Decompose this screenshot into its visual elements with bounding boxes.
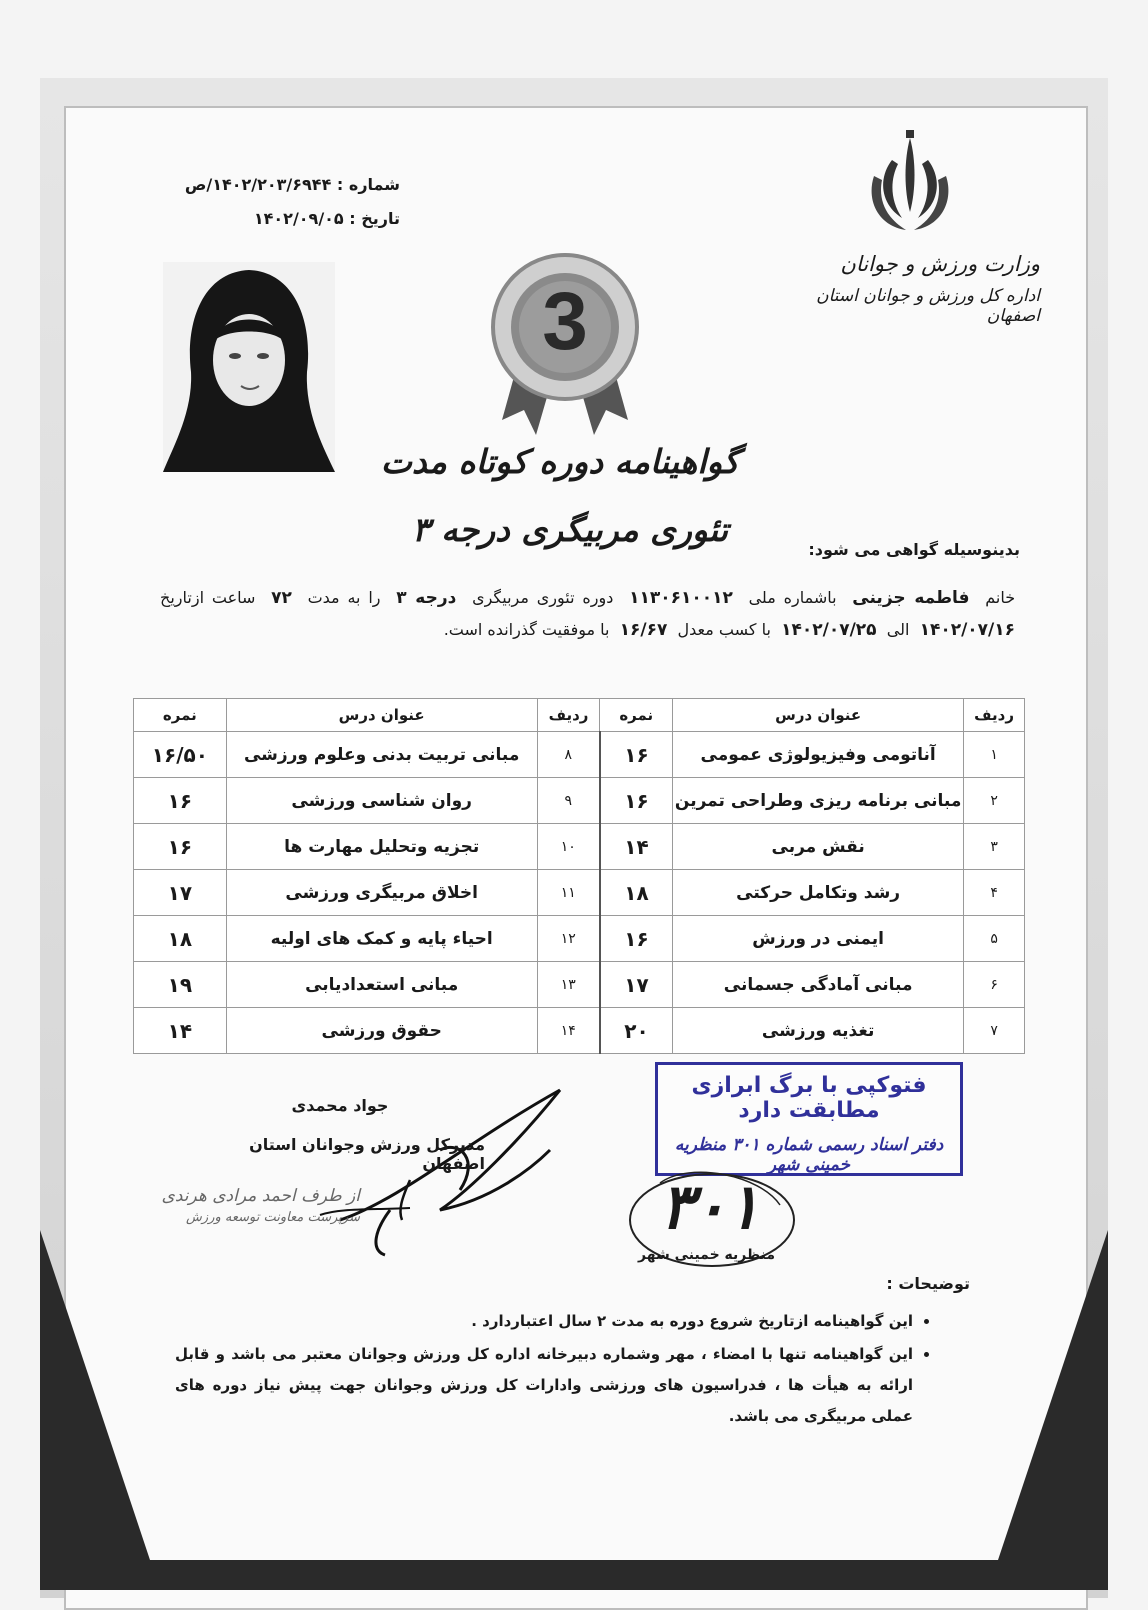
average-score: ۱۶/۶۷ bbox=[619, 620, 668, 640]
row-number: ۴ bbox=[964, 870, 1025, 916]
course-title: مبانی تربیت بدنی وعلوم ورزشی bbox=[226, 732, 537, 778]
department-name: اداره کل ورزش و جوانان استان اصفهان bbox=[816, 286, 1040, 326]
header-course: عنوان درس bbox=[673, 699, 964, 732]
course-score: ۱۴ bbox=[600, 824, 673, 870]
course-grade: درجه ۳ bbox=[396, 588, 457, 608]
table-row bbox=[134, 732, 1025, 778]
course-score: ۱۸ bbox=[134, 916, 227, 962]
row-number: ۱ bbox=[964, 732, 1025, 778]
header-course: عنوان درس bbox=[226, 699, 537, 732]
row-number: ۱۱ bbox=[537, 870, 600, 916]
course-title: رشد وتکامل حرکتی bbox=[673, 870, 964, 916]
date-line: تاریخ : ۱۴۰۲/۰۹/۰۵ bbox=[253, 209, 400, 228]
course-score: ۱۶/۵۰ bbox=[134, 732, 227, 778]
stamp-line-1: فتوکپی با برگ ابرازی مطابقت دارد bbox=[691, 1073, 927, 1123]
course-title: تغذیه ورزشی bbox=[673, 1008, 964, 1054]
number-line: شماره : ۱۴۰۲/۲۰۳/۶۹۴۴/ص bbox=[184, 175, 400, 194]
table-row bbox=[134, 962, 1025, 1008]
certify-heading: بدینوسیله گواهی می شود: bbox=[808, 540, 1020, 559]
seal-number: ۳۰۱ bbox=[660, 1170, 760, 1243]
frame-corner-right bbox=[988, 1230, 1108, 1590]
course-hours: ۷۲ bbox=[271, 588, 292, 608]
course-title: مبانی آمادگی جسمانی bbox=[673, 962, 964, 1008]
signer-title: مدیرکل ورزش وجوانان استان اصفهان bbox=[249, 1135, 485, 1173]
holder-name: فاطمه جزینی bbox=[852, 588, 970, 608]
table-row bbox=[134, 1008, 1025, 1054]
date-to: ۱۴۰۲/۰۷/۲۵ bbox=[781, 620, 877, 640]
course-score: ۱۷ bbox=[134, 870, 227, 916]
certificate-title: گواهینامه دوره کوتاه مدت bbox=[380, 442, 740, 481]
table-row bbox=[134, 870, 1025, 916]
row-number: ۱۳ bbox=[537, 962, 600, 1008]
row-number: ۹ bbox=[537, 778, 600, 824]
signer-name: جواد محمدی bbox=[291, 1096, 389, 1115]
notary-seal bbox=[620, 1165, 800, 1275]
notes-title: توضیحات : bbox=[886, 1274, 970, 1293]
table-row bbox=[134, 824, 1025, 870]
course-score: ۲۰ bbox=[600, 1008, 673, 1054]
course-title: نقش مربی bbox=[673, 824, 964, 870]
iran-emblem-icon bbox=[860, 130, 960, 240]
course-title: آناتومی وفیزیولوژی عمومی bbox=[673, 732, 964, 778]
row-number: ۵ bbox=[964, 916, 1025, 962]
national-id: ۱۱۳۰۶۱۰۰۱۲ bbox=[629, 588, 733, 608]
header-row-number: ردیف bbox=[537, 699, 600, 732]
course-score: ۱۷ bbox=[600, 962, 673, 1008]
course-title: تجزیه وتحلیل مهارت ها bbox=[226, 824, 537, 870]
date-from: ۱۴۰۲/۰۷/۱۶ bbox=[919, 620, 1015, 640]
notary-stamp bbox=[655, 1062, 963, 1176]
course-title: ایمنی در ورزش bbox=[673, 916, 964, 962]
certificate-subtitle: تئوری مربیگری درجه ۳ bbox=[411, 510, 729, 549]
note-item: • این گواهینامه تنها با امضاء ، مهر وشماره دبیرخانه اداره کل ورزش وجوانان معتبر می باشد و قابل ارائه به هیأت ها ، فدراسیون های ورزشی وادارات کل ورزش وجوانان جهت پیش نیاز دوره های عملی مربیگری می باشد. bbox=[175, 1339, 913, 1432]
handwritten-line-2: سرپرست معاونت توسعه ورزش bbox=[186, 1210, 360, 1225]
row-number: ۷ bbox=[964, 1008, 1025, 1054]
holder-photo bbox=[163, 262, 335, 472]
header-row-number: ردیف bbox=[964, 699, 1025, 732]
reference-block bbox=[150, 168, 400, 236]
medal-number: 3 bbox=[542, 276, 588, 367]
course-score: ۱۶ bbox=[134, 824, 227, 870]
course-score: ۱۹ bbox=[134, 962, 227, 1008]
course-score: ۱۶ bbox=[600, 778, 673, 824]
row-number: ۱۰ bbox=[537, 824, 600, 870]
row-number: ۳ bbox=[964, 824, 1025, 870]
seal-place: منظریه خمینی شهر bbox=[638, 1247, 776, 1263]
row-number: ۱۲ bbox=[537, 916, 600, 962]
grades-table bbox=[133, 698, 1025, 1054]
notes-list bbox=[175, 1306, 935, 1434]
row-number: ۸ bbox=[537, 732, 600, 778]
table-header-row bbox=[134, 699, 1025, 732]
course-title: مبانی برنامه ریزی وطراحی تمرین bbox=[673, 778, 964, 824]
course-score: ۱۶ bbox=[600, 732, 673, 778]
course-title: حقوق ورزشی bbox=[226, 1008, 537, 1054]
grade-medal bbox=[480, 245, 650, 440]
row-number: ۱۴ bbox=[537, 1008, 600, 1054]
table-row bbox=[134, 778, 1025, 824]
course-title: روان شناسی ورزشی bbox=[226, 778, 537, 824]
row-number: ۲ bbox=[964, 778, 1025, 824]
course-title: مبانی استعدادیابی bbox=[226, 962, 537, 1008]
handwritten-note bbox=[140, 1185, 360, 1229]
header-score: نمره bbox=[134, 699, 227, 732]
stamp-line-2: دفتر اسناد رسمی شماره ۳۰۱ منظریه خمینی شهر bbox=[674, 1135, 944, 1175]
ministry-name: وزارت ورزش و جوانان bbox=[840, 252, 1040, 276]
course-title: اخلاق مربیگری ورزشی bbox=[226, 870, 537, 916]
course-score: ۱۸ bbox=[600, 870, 673, 916]
row-number: ۶ bbox=[964, 962, 1025, 1008]
course-title: احیاء پایه و کمک های اولیه bbox=[226, 916, 537, 962]
table-row bbox=[134, 916, 1025, 962]
ministry-block bbox=[770, 252, 1040, 326]
certificate-paragraph: خانم فاطمه جزینی باشماره ملی ۱۱۳۰۶۱۰۰۱۲ دوره تئوری مربیگری درجه ۳ را به مدت ۷۲ ساعت ازتاریخ ۱۴۰۲/۰۷/۱۶ الی ۱۴۰۲/۰۷/۲۵ با کسب معدل ۱۶/۶۷ با موفقیت گذرانده است. bbox=[160, 588, 1016, 640]
course-score: ۱۴ bbox=[134, 1008, 227, 1054]
course-score: ۱۶ bbox=[134, 778, 227, 824]
course-score: ۱۶ bbox=[600, 916, 673, 962]
note-item: • این گواهینامه ازتاریخ شروع دوره به مدت ۲ سال اعتباردارد . bbox=[175, 1306, 913, 1337]
handwritten-line-1: از طرف احمد مرادی هرندی bbox=[161, 1186, 360, 1206]
header-score: نمره bbox=[600, 699, 673, 732]
frame-bottom-band bbox=[40, 1560, 1108, 1590]
frame-corner-left bbox=[40, 1230, 160, 1590]
